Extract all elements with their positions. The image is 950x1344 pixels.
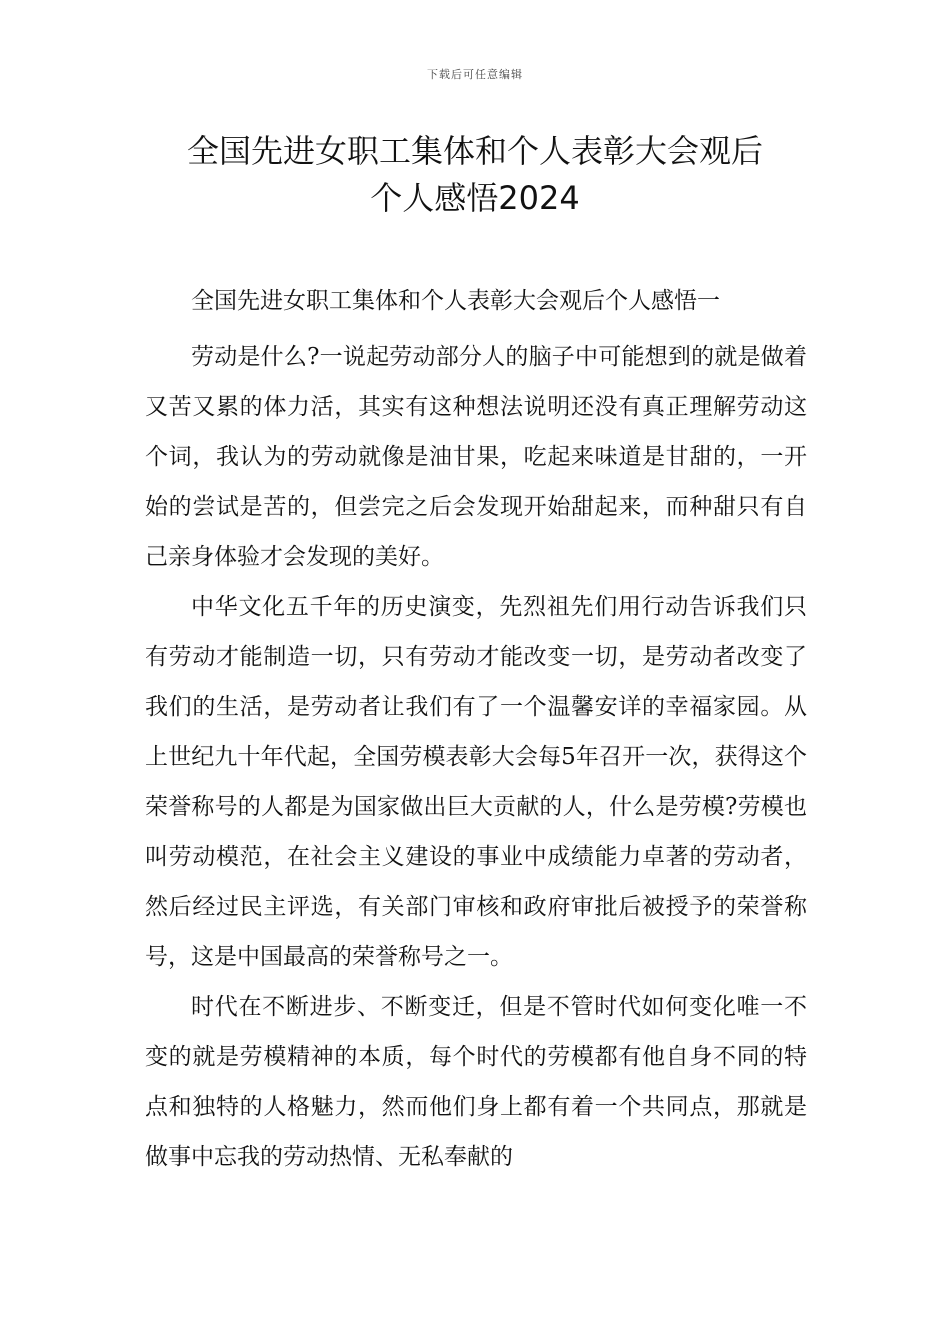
document-body	[145, 282, 807, 1182]
body-paragraph-1: 劳动是什么?一说起劳动部分人的脑子中可能想到的就是做着又苦又累的体力活，其实有这种想法说明还没有真正理解劳动这个词，我认为的劳动就像是油甘果，吃起来味道是甘甜的，一开始的尝试是苦的，但尝完之后会发现开始甜起来，而种甜只有自己亲身体验才会发现的美好。	[145, 344, 807, 570]
page-header-note: 下载后可任意编辑	[427, 68, 523, 81]
document-title-line-2: 个人感悟2024	[370, 179, 580, 217]
body-paragraph-3: 时代在不断进步、不断变迁，但是不管时代如何变化唯一不变的就是劳模精神的本质，每个时代的劳模都有他自身不同的特点和独特的人格魅力，然而他们身上都有着一个共同点，那就是做事中忘我的劳动热情、无私奉献的	[145, 994, 807, 1170]
document-title-line-1: 全国先进女职工集体和个人表彰大会观后	[186, 132, 763, 170]
section-heading: 全国先进女职工集体和个人表彰大会观后个人感悟一	[191, 288, 720, 314]
document-title	[120, 128, 830, 222]
body-paragraph-2: 中华文化五千年的历史演变，先烈祖先们用行动告诉我们只有劳动才能制造一切，只有劳动才能改变一切，是劳动者改变了我们的生活，是劳动者让我们有了一个温馨安详的幸福家园。从上世纪九十年代起，全国劳模表彰大会每5年召开一次，获得这个荣誉称号的人都是为国家做出巨大贡献的人，什么是劳模?劳模也叫劳动模范，在社会主义建设的事业中成绩能力卓著的劳动者，然后经过民主评选，有关部门审核和政府审批后被授予的荣誉称号，这是中国最高的荣誉称号之一。	[145, 594, 807, 970]
